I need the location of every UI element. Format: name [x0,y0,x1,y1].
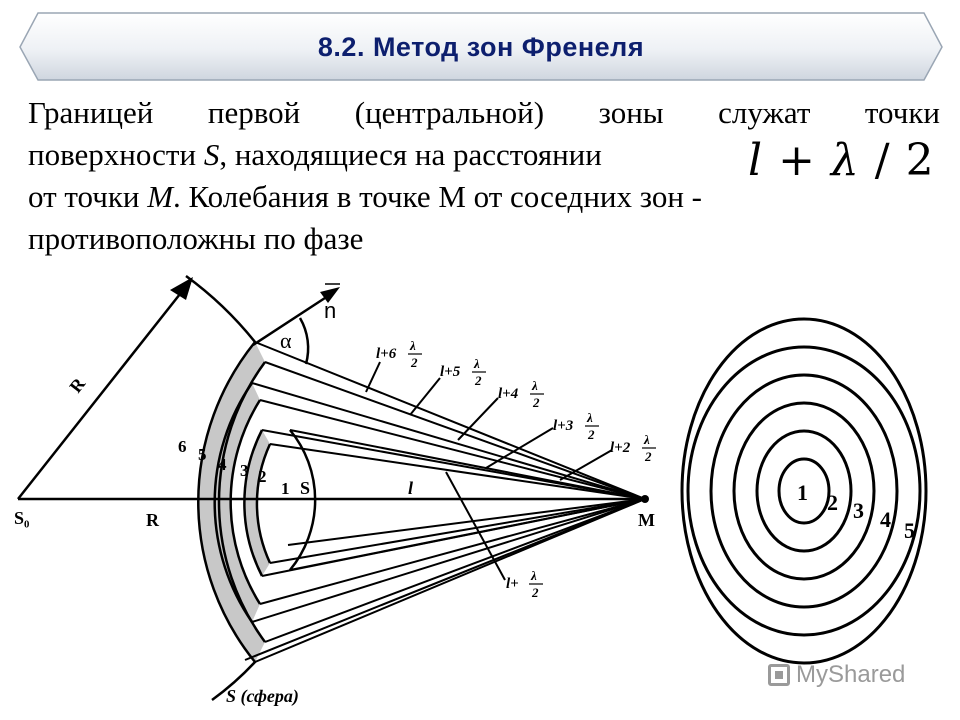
zone-number: 6 [178,437,187,456]
path-label-two: 2 [645,449,652,464]
text-fragment: поверхности [28,137,204,172]
watermark-text: MyShared [796,661,906,688]
path-label [498,378,544,410]
label-n: n [324,298,337,323]
path-label-two: 2 [411,355,418,370]
path-label-lambda: λ [531,568,537,583]
path-label [610,432,656,464]
path-label-text: l+6 [376,346,397,362]
zone-number: 3 [240,461,249,480]
text-fragment: от точки [28,179,148,214]
label-sphere: S (сфера) [226,686,299,706]
path-label-lambda: λ [532,378,538,393]
formula-two: 2 [905,135,935,186]
path-label-text: l+5 [440,364,461,380]
rays-to-m [245,342,645,662]
path-label-text: l+ [506,576,519,592]
path-label-lambda: λ [410,338,416,353]
label-radius-r: R [65,373,90,397]
path-label-lambda: λ [587,410,593,425]
text-fragment: , находящиеся на расстоянии [219,137,602,172]
text-line-4: противоположны по фазе [28,221,364,256]
path-label [506,568,543,600]
ring-number: 1 [797,480,808,505]
zone-number: 2 [258,467,267,486]
path-label [376,338,422,370]
label-s-point: S [300,478,311,498]
path-label-lambda: λ [474,356,480,371]
formula-slash: / [859,135,906,186]
text-fragment: . Колебания в точке М от соседних зон - [173,179,702,214]
path-label-two: 2 [532,585,539,600]
zone-number: 1 [281,479,290,498]
formula-lambda: λ [830,135,860,186]
path-label-text: l+2 [610,440,631,456]
watermark-logo-icon [768,664,790,686]
symbol-s: S [203,137,220,172]
symbol-m: M [147,179,174,214]
figure-labels [14,298,655,707]
ring-number: 2 [827,490,838,515]
zone-number: 4 [218,455,227,474]
path-label-text: l+3 [553,418,574,434]
formula-l: l [748,135,764,186]
watermark [768,658,938,692]
alpha-arc [300,318,308,364]
label-r-point: R [146,510,159,530]
ring-number: 4 [880,507,891,532]
label-l: l [408,478,414,498]
path-label-two: 2 [475,373,482,388]
label-m: M [638,510,655,530]
ring-number: 3 [853,498,864,523]
label-alpha: α [280,328,292,353]
text-line-1: Границей первой (центральной) зоны служат точки [28,95,940,130]
zone-bands [198,342,270,662]
path-label-two: 2 [588,427,595,442]
path-label-lambda: λ [644,432,650,447]
path-label [553,410,599,442]
label-s0: S₀ [14,508,30,528]
formula-plus: + [763,135,831,186]
page-title: 8.2. Метод зон Френеля [317,31,645,62]
point-m [641,495,649,503]
path-label-two: 2 [533,395,540,410]
radius-arrow [18,277,193,499]
path-label [440,356,486,388]
ring-number: 5 [904,518,915,543]
zone-number: 5 [198,445,207,464]
path-label-text: l+4 [498,386,519,402]
